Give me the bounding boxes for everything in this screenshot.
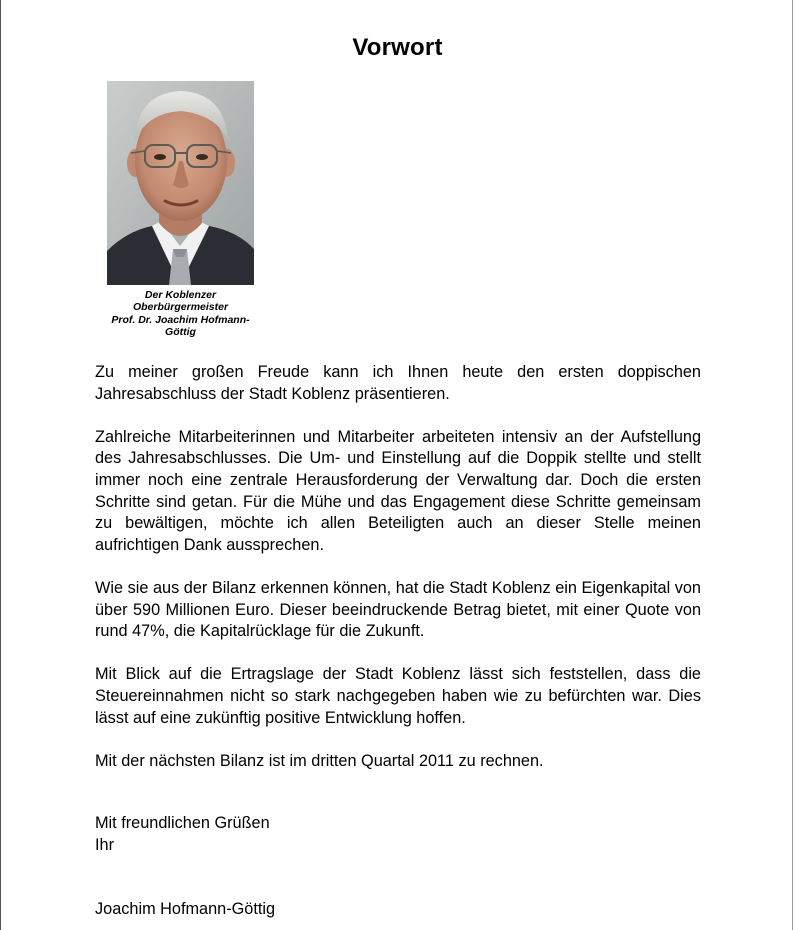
letter-body [95,362,701,794]
caption-line: Prof. Dr. Joachim Hofmann- [111,313,250,326]
closing-salutation [95,813,270,856]
paragraph: Wie sie aus der Bilanz erkennen können, hat die Stadt Koblenz ein Eigenkapital von über 590 Millionen Euro. Dieser beeindruckende Betrag bietet, mit einer Quote von rund 47%, die Kapitalrücklage für die Zukunft. [95,578,701,641]
portrait-photo [107,81,254,285]
signature-name: Joachim Hofmann-Göttig [95,900,276,918]
closing-line: Ihr [95,835,115,854]
portrait-illustration [107,81,254,285]
caption-line: Göttig [165,326,196,339]
page-border-left [0,0,1,930]
caption-line: Der Koblenzer [144,289,217,301]
closing-line: Mit freundlichen Grüßen [95,814,270,832]
caption-line: Oberbürgermeister [132,301,229,314]
paragraph: Zahlreiche Mitarbeiterinnen und Mitarbeiter arbeiteten intensiv an der Aufstellung des Jahresabschlusses. Die Um- und Einstellung auf die Doppik stellte und stellt immer noch eine zentrale Herausforderung der Verwaltung dar. Doch die ersten Schritte sind getan. Für die Mühe und das Engagement diese Schritte gemeinsam zu bewältigen, möchte ich allen Beteiligten auch an dieser Stelle meinen aufrichtigen Dank aussprechen. [95,427,701,554]
paragraph: Mit Blick auf die Ertragslage der Stadt Koblenz lässt sich feststellen, dass die Steuereinnahmen nicht so stark nachgegeben haben wie zu befürchten war. Dies lässt auf eine zukünftig positive Entwicklung hoffen. [95,665,701,727]
photo-caption [92,289,269,339]
page-border-right [792,0,793,930]
paragraph: Zu meiner großen Freude kann ich Ihnen heute den ersten doppischen Jahresabschluss der Stadt Koblenz präsentieren. [95,363,701,403]
page-title: Vorwort [352,34,443,61]
paragraph: Mit der nächsten Bilanz ist im dritten Quartal 2011 zu rechnen. [95,751,544,770]
